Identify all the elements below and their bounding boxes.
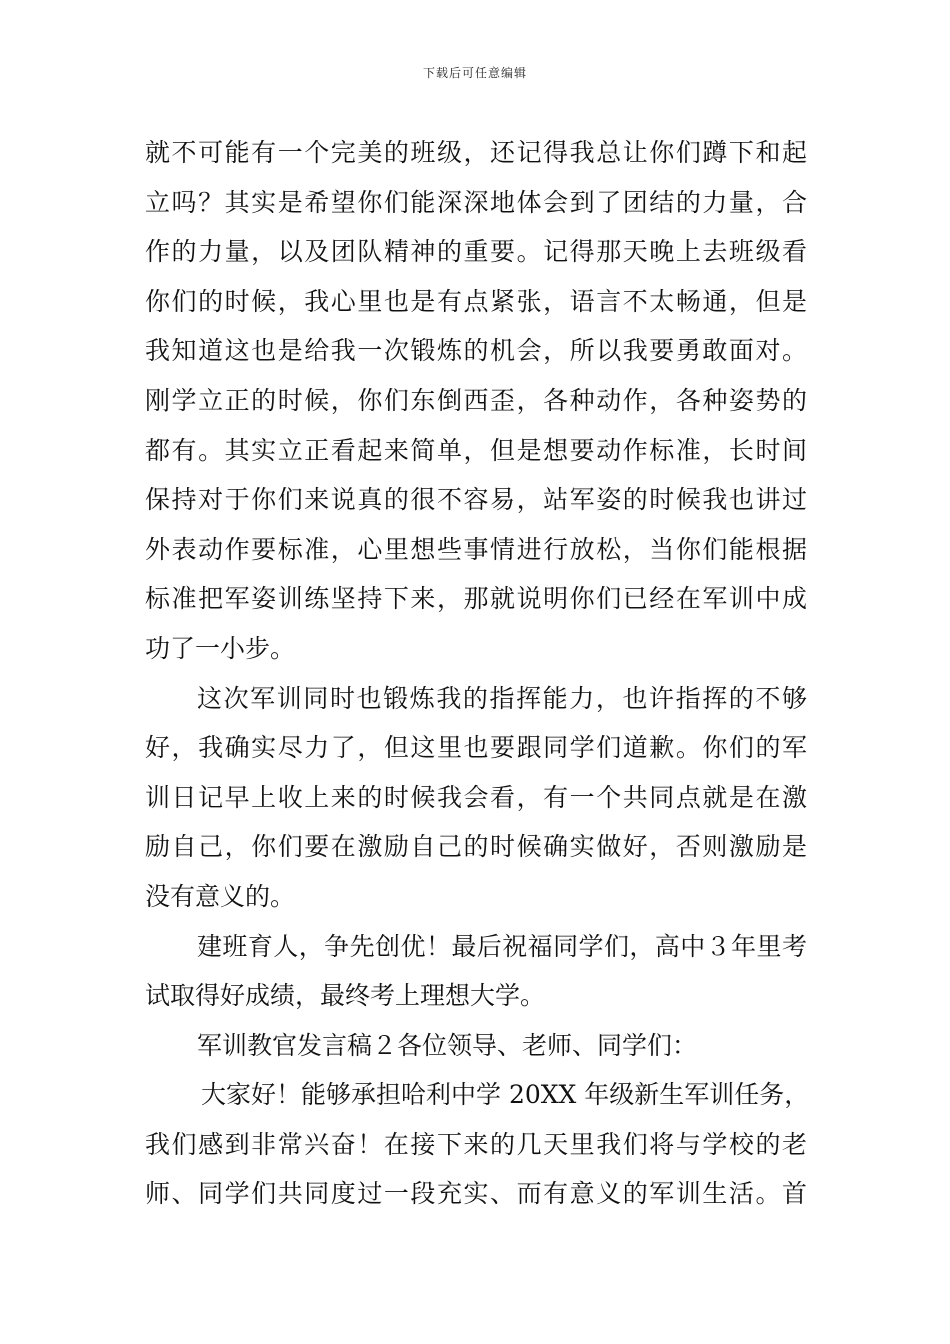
text-line: 你们的时候，我心里也是有点紧张，语言不太畅通，但是 (145, 286, 807, 316)
text-line: 都有。其实立正看起来简单，但是想要动作标准，长时间 (145, 435, 807, 465)
text-line: 我知道这也是给我一次锻炼的机会，所以我要勇敢面对。 (145, 336, 807, 366)
paragraph-first-line: 大家好！能够承担哈利中学 20XX 年级新生军训任务， (201, 1080, 810, 1110)
text-line: 刚学立正的时候，你们东倒西歪，各种动作，各种姿势的 (145, 385, 807, 415)
text-line: 功了一小步。 (145, 633, 296, 663)
paragraph-first-line: 这次军训同时也锻炼我的指挥能力，也许指挥的不够 (197, 683, 807, 713)
page-header: 下载后可任意编辑 (422, 66, 527, 80)
text-line: 训日记早上收上来的时候我会看，有一个共同点就是在激 (145, 782, 807, 812)
text-line: 立吗？其实是希望你们能深深地体会到了团结的力量，合 (145, 187, 807, 217)
document-body (145, 128, 810, 1219)
text-line: 没有意义的。 (145, 881, 296, 911)
text-line: 就不可能有一个完美的班级，还记得我总让你们蹲下和起 (145, 138, 807, 167)
text-line: 外表动作要标准，心里想些事情进行放松，当你们能根据 (145, 534, 807, 564)
text-line: 我们感到非常兴奋！在接下来的几天里我们将与学校的老 (145, 1129, 807, 1159)
text-line: 试取得好成绩，最终考上理想大学。 (145, 981, 546, 1011)
section-heading-line: 军训教官发言稿２各位领导、老师、同学们： (197, 1030, 698, 1060)
text-line: 保持对于你们来说真的很不容易，站军姿的时候我也讲过 (145, 485, 807, 515)
text-line: 标准把军姿训练坚持下来，那就说明你们已经在军训中成 (145, 584, 807, 614)
text-line: 励自己，你们要在激励自己的时候确实做好，否则激励是 (145, 832, 807, 862)
text-line: 作的力量，以及团队精神的重要。记得那天晚上去班级看 (145, 237, 807, 267)
text-line: 好，我确实尽力了，但这里也要跟同学们道歉。你们的军 (145, 733, 807, 763)
paragraph-first-line: 建班育人，争先创优！最后祝福同学们，高中３年里考 (197, 931, 807, 961)
text-line: 师、同学们共同度过一段充实、而有意义的军训生活。首 (145, 1179, 807, 1209)
